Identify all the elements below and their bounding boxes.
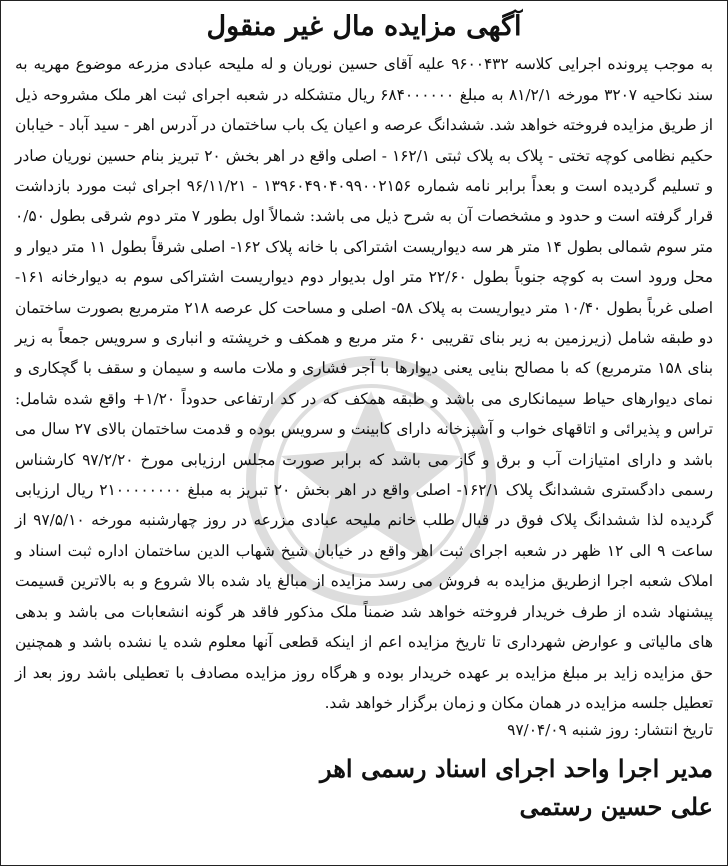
signature-title: مدیر اجرا واحد اجرای اسناد رسمی اهر: [320, 754, 713, 784]
notice-body: به موجب پرونده اجرایی کلاسه ۹۶۰۰۴۳۲ علیه آقای حسین نوریان و له ملیحه عبادی مزرعه موضوع مهریه به سند نکاحیه ۳۲۰۷ مورخه ۸۱/۲/۱ به مبلغ ۶۸۴۰۰۰۰۰۰ ریال متشکله در شعبه اجرای ثبت اهر ملک مشروحه ذیل از طریق مزایده فروخته خواهد شد. ششدانگ عرصه و اعیان یک باب ساختمان در آدرس اهر - سید آباد - خیابان حکیم نظامی کوچه تختی - پلاک به پلاک ثبتی ۱۶۲/۱ - اصلی واقع در اهر بخش ۲۰ تبریز بنام حسین نوریان صادر و تسلیم گردیده است و بعداً برابر نامه شماره ۱۳۹۶۰۴۹۰۴۰۹۹۰۰۲۱۵۶ - ۹۶/۱۱/۲۱ اجرای ثبت مورد بازداشت قرار گرفته است و حدود و مشخصات آن به شرح ذیل می باشد: شمالاً اول بطور ۷ متر دوم شرقی بطول ۰/۵۰ متر سوم شمالی بطول ۱۴ متر هر سه دیواریست اشتراکی با خانه پلاک ۱۶۲- اصلی شرقاً بطول ۱۱ متر دیوار و محل ورود است به کوچه جنوباً بطول ۲۲/۶۰ متر اول بدیوار دوم دیواریست اشتراکی سوم به دیوارخانه ۱۶۱- اصلی غرباً بطول ۱۰/۴۰ متر دیواریست به پلاک ۵۸- اصلی و مساحت کل عرصه ۲۱۸ مترمربع بصورت ساختمان دو طبقه شامل (زیرزمین به زیر بنای تقریبی ۶۰ متر مربع و همکف و خرپشته و انباری و سرویس جمعاً به زیر بنای ۱۵۸ مترمربع) که با مصالح بنایی یعنی دیوارها با آجر فشاری و ملات ماسه و سیمان و سقف با گچکاری و نمای دیوارهای حیاط سیمانکاری می باشد و طبقه همکف که در کد ارتفاعی حدوداً ۱/۲۰+ واقع شده شامل: تراس و پذیرائی و اتاقهای خواب و آشپزخانه دارای کابینت و سرویس بوده و قدمت ساختمان بالای ۲۷ سال می باشد و دارای امتیازات آب و برق و گاز می باشد که برابر صورت مجلس ارزیابی مورخ ۹۷/۲/۲۰ کارشناس رسمی دادگستری ششدانگ پلاک ۱۶۲/۱- اصلی واقع در اهر بخش ۲۰ تبریز به مبلغ ۲۱۰۰۰۰۰۰۰۰ ریال ارزیابی گردیده لذا ششدانگ پلاک فوق در قبال طلب خانم ملیحه عبادی مزرعه در روز چهارشنبه مورخه ۹۷/۵/۱۰ از ساعت ۹ الی ۱۲ ظهر در شعبه اجرای ثبت اهر واقع در خیابان شیخ شهاب الدین ساختمان اداره ثبت اسناد و املاک شعبه اجرا ازطریق مزایده به فروش می رسد مزایده از مبالغ یاد شده بالا شروع و به بالاترین قسیمت پیشنهاد شده از طرف خریدار فروخته خواهد شد ضمناً ملک مذکور فاقد هر گونه انشعابات می باشد و بدهی های مالیاتی و عوارض شهرداری تا تاریخ مزایده اعم از اینکه قطعی آنها معلوم شده یا نشده باشد و همچنین حق مزایده زاید بر مبلغ مزایده بر عهده خریدار بوده و هرگاه روز مزایده مصادف با تعطیلی باشد روز بعد از تعطیل جلسه مزایده در همان مکان و زمان برگزار خواهد شد.: [15, 55, 714, 712]
publish-date: تاریخ انتشار: روز شنبه ۹۷/۰۴/۰۹: [507, 721, 713, 740]
notice-title: آگهی مزایده مال غیر منقول: [206, 11, 522, 42]
signature-name: علی حسین رستمی: [519, 792, 713, 822]
